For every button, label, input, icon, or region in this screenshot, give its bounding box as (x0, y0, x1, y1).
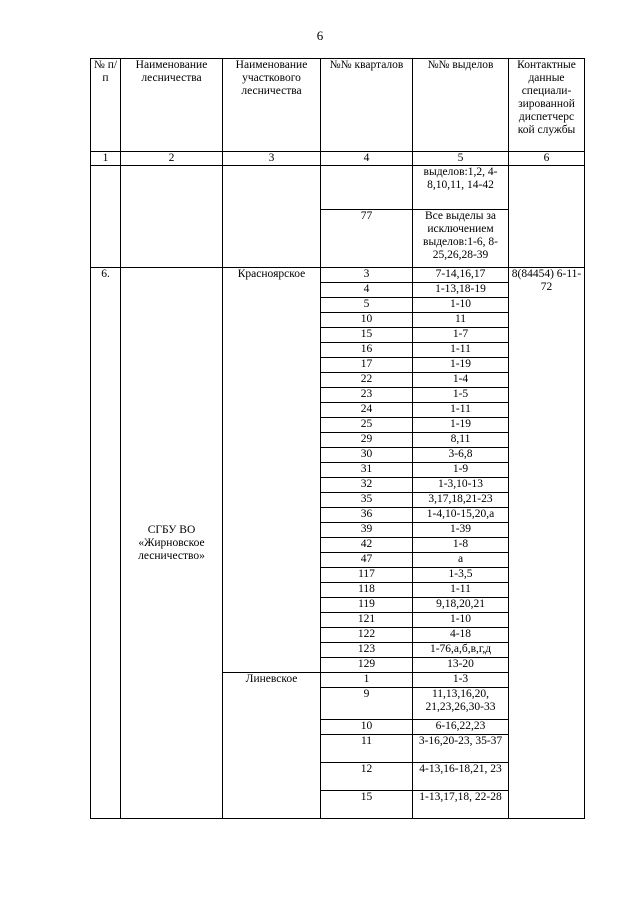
quarter-cell (321, 166, 413, 210)
header-row (91, 59, 585, 152)
column-number: 6 (509, 152, 585, 166)
cont-section-cell (223, 166, 321, 268)
plots-cell: 1-10 (413, 298, 509, 313)
quarter-cell: 119 (321, 598, 413, 613)
row-number-cell: 6. (91, 268, 121, 819)
quarter-cell: 36 (321, 508, 413, 523)
quarter-cell: 35 (321, 493, 413, 508)
quarter-cell: 5 (321, 298, 413, 313)
plots-cell: 1-10 (413, 613, 509, 628)
cont-forestry-cell (121, 166, 223, 268)
quarter-cell: 47 (321, 553, 413, 568)
plots-cell: 7-14,16,17 (413, 268, 509, 283)
plots-cell: 1-4 (413, 373, 509, 388)
plots-cell: выделов:1,2, 4-8,10,11, 14-42 (413, 166, 509, 210)
plots-cell: 8,11 (413, 433, 509, 448)
page-number: 6 (316, 28, 324, 43)
plots-cell: 1-13,17,18, 22-28 (413, 791, 509, 819)
plots-cell: 1-3 (413, 673, 509, 688)
quarter-cell: 17 (321, 358, 413, 373)
plots-cell: 1-19 (413, 358, 509, 373)
header-contacts: Контактные данные специали-зированной диспетчерс кой службы (509, 59, 585, 152)
plots-cell: 1-39 (413, 523, 509, 538)
column-number-row (91, 152, 585, 166)
forestry-name-cell: СГБУ ВО «Жирновское лесничество» (121, 268, 223, 819)
quarter-cell: 122 (321, 628, 413, 643)
plots-cell: 3-16,20-23, 35-37 (413, 735, 509, 763)
quarter-cell: 16 (321, 343, 413, 358)
contact-cell: 8(84454) 6-11-72 (509, 268, 585, 819)
plots-cell: 1-8 (413, 538, 509, 553)
quarter-cell: 121 (321, 613, 413, 628)
quarter-cell: 29 (321, 433, 413, 448)
plots-cell: 4-18 (413, 628, 509, 643)
table-row (91, 166, 585, 210)
quarter-cell: 10 (321, 313, 413, 328)
plots-cell: 1-11 (413, 403, 509, 418)
header-plots: №№ выделов (413, 59, 509, 152)
column-number: 2 (121, 152, 223, 166)
plots-cell: 11 (413, 313, 509, 328)
column-number: 3 (223, 152, 321, 166)
plots-cell: Все выделы за исключением выделов:1-6, 8-25,26,28-39 (413, 210, 509, 268)
plots-cell: 3-6,8 (413, 448, 509, 463)
plots-cell: 1-11 (413, 343, 509, 358)
forestry-table (90, 58, 585, 819)
plots-cell: 1-5 (413, 388, 509, 403)
header-forestry: Наименование лесничества (121, 59, 223, 152)
quarter-cell: 23 (321, 388, 413, 403)
plots-cell: 13-20 (413, 658, 509, 673)
plots-cell: 1-9 (413, 463, 509, 478)
quarter-cell: 1 (321, 673, 413, 688)
quarter-cell: 32 (321, 478, 413, 493)
quarter-cell: 77 (321, 210, 413, 268)
plots-cell: 1-3,5 (413, 568, 509, 583)
quarter-cell: 25 (321, 418, 413, 433)
plots-cell: 4-13,16-18,21, 23 (413, 763, 509, 791)
quarter-cell: 39 (321, 523, 413, 538)
quarter-cell: 42 (321, 538, 413, 553)
quarter-cell: 31 (321, 463, 413, 478)
table-row (91, 268, 585, 283)
header-quarters: №№ кварталов (321, 59, 413, 152)
quarter-cell: 12 (321, 763, 413, 791)
plots-cell: 1-3,10-13 (413, 478, 509, 493)
quarter-cell: 10 (321, 720, 413, 735)
quarter-cell: 118 (321, 583, 413, 598)
quarter-cell: 9 (321, 688, 413, 720)
plots-cell: 1-4,10-15,20,а (413, 508, 509, 523)
column-number: 1 (91, 152, 121, 166)
quarter-cell: 22 (321, 373, 413, 388)
plots-cell: 3,17,18,21-23 (413, 493, 509, 508)
section-name-cell: Красноярское (223, 268, 321, 673)
cont-contact-cell (509, 166, 585, 268)
quarter-cell: 117 (321, 568, 413, 583)
plots-cell: 1-13,18-19 (413, 283, 509, 298)
plots-cell: 6-16,22,23 (413, 720, 509, 735)
quarter-cell: 24 (321, 403, 413, 418)
quarter-cell: 15 (321, 791, 413, 819)
plots-cell: а (413, 553, 509, 568)
quarter-cell: 11 (321, 735, 413, 763)
header-no: № п/п (91, 59, 121, 152)
column-number: 5 (413, 152, 509, 166)
column-number: 4 (321, 152, 413, 166)
plots-cell: 1-76,а,б,в,г,д (413, 643, 509, 658)
quarter-cell: 15 (321, 328, 413, 343)
quarter-cell: 30 (321, 448, 413, 463)
plots-cell: 1-11 (413, 583, 509, 598)
quarter-cell: 4 (321, 283, 413, 298)
section-name-cell: Линевское (223, 673, 321, 819)
quarter-cell: 123 (321, 643, 413, 658)
quarter-cell: 3 (321, 268, 413, 283)
plots-cell: 9,18,20,21 (413, 598, 509, 613)
header-section: Наименование участкового лесничества (223, 59, 321, 152)
quarter-cell: 129 (321, 658, 413, 673)
plots-cell: 1-19 (413, 418, 509, 433)
plots-cell: 11,13,16,20, 21,23,26,30-33 (413, 688, 509, 720)
cont-no-cell (91, 166, 121, 268)
plots-cell: 1-7 (413, 328, 509, 343)
